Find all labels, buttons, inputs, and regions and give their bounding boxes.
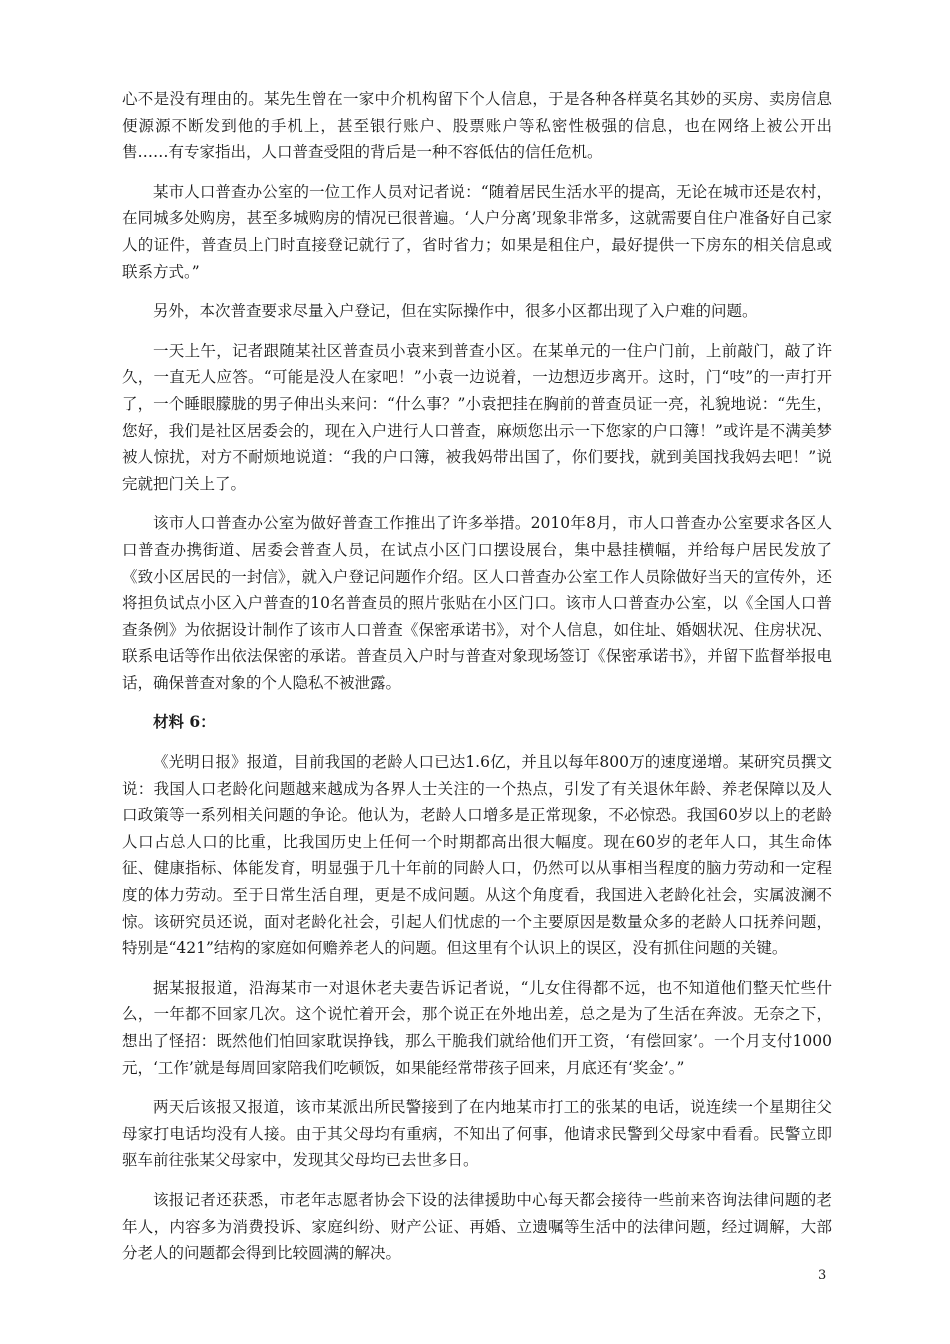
paragraph-entry-difficulty: 另外，本次普查要求尽量入户登记，但在实际操作中，很多小区都出现了入户难的问题。 (153, 302, 758, 321)
document-body (122, 86, 832, 1280)
paragraph-continuation: 心不是没有理由的。某先生曾在一家中介机构留下个人信息，于是各种各样莫名其妙的买房、卖房信息便源源不断发到他的手机上，甚至银行账户、股票账户等私密性极强的信息，也在网络上被公开出售……有专家指出，人口普查受阻的背后是一种不容低估的信任危机。 (122, 90, 832, 162)
paragraph-legal-aid: 该报记者还获悉，市老年志愿者协会下设的法律援助中心每天都会接待一些前来咨询法律问题的老年人，内容多为消费投诉、家庭纠纷、财产公证、再婚、立遗嘱等生活中的法律问题，经过调解，大部分老人的问题都会得到比较圆满的解决。 (122, 1190, 832, 1263)
paragraph-aging-population: 《光明日报》报道，目前我国的老龄人口已达1.6亿，并且以每年800万的速度递增。某研究员撰文说：我国人口老龄化问题越来越成为各界人士关注的一个热点，引发了有关退休年龄、养老保障以及人口政策等一系列相关问题的争论。他认为，老龄人口增多是正常现象，不必惊恐。我国60岁以上的老龄人口占总人口的比重，比我国历史上任何一个时期都高出很大幅度。现在60岁的老年人口，其生命体征、健康指标、体能发育，明显强于几十年前的同龄人口，仍然可以从事相当程度的脑力劳动和一定程度的体力劳动。至于日常生活自理，更是不成问题。从这个角度看，我国进入老龄化社会，实属波澜不惊。该研究员还说，面对老龄化社会，引起人们忧虑的一个主要原因是数量众多的老龄人口抚养问题，特别是“421”结构的家庭如何赡养老人的问题。但这里有个认识上的误区，没有抓住问题的关键。 (122, 753, 832, 958)
paragraph-door-knock-story: 一天上午，记者跟随某社区普查员小袁来到普查小区。在某单元的一住户门前，上前敲门，敲了许久，一直无人应答。“可能是没人在家吧！”小袁一边说着，一边想迈步离开。这时，门“吱”的一声打开了，一个睡眼朦胧的男子伸出头来问：“什么事？”小袁把挂在胸前的普查员证一亮，礼貌地说：“先生，您好，我们是社区居委会的，现在入户进行人口普查，麻烦您出示一下您家的户口簿！”或许是不满美梦被人惊扰，对方不耐烦地说道：“我的户口簿，被我妈带出国了，你们要找，就到美国找我妈去吧！”说完就把门关上了。 (122, 341, 832, 493)
paragraph-police-report: 两天后该报又报道，该市某派出所民警接到了在内地某市打工的张某的电话，说连续一个星期往父母家打电话均没有人接。由于其父母均有重病，不知出了何事，他请求民警到父母家中看看。民警立即驱车前往张某父母家中，发现其父母均已去世多日。 (122, 1098, 832, 1170)
page-number: 3 (818, 1268, 827, 1283)
paragraph-census-measures: 该市人口普查办公室为做好普查工作推出了许多举措。2010年8月，市人口普查办公室要求各区人口普查办携街道、居委会普查人员，在试点小区门口摆设展台，集中悬挂横幅，并给每户居民发放了《致小区居民的一封信》，就入户登记问题作介绍。区人口普查办公室工作人员除做好当天的宣传外，还将担负试点小区入户普查的10名普查员的照片张贴在小区门口。该市人口普查办公室，以《全国人口普查条例》为依据设计制作了该市人口普查《保密承诺书》，对个人信息，如住址、婚姻状况、住房状况、联系电话等作出依法保密的承诺。普查员入户时与普查对象现场签订《保密承诺书》，并留下监督举报电话，确保普查对象的个人隐私不被泄露。 (122, 514, 832, 692)
paragraph-paid-visits: 据某报报道，沿海某市一对退休老夫妻告诉记者说，“儿女住得都不远，也不知道他们整天忙些什么，一年都不回家几次。这个说忙着开会，那个说正在外地出差，总之是为了生活在奔波。无奈之下，想出了怪招：既然他们怕回家耽误挣钱，那么干脆我们就给他们开工资，‘有偿回家’。一个月支付1000元，‘工作’就是每周回家陪我们吃顿饭，如果能经常带孩子回来，月底还有‘奖金’。” (122, 978, 832, 1077)
section-heading-material-6: 材料 6： (153, 712, 216, 732)
paragraph-census-staff-quote: 某市人口普查办公室的一位工作人员对记者说：“随着居民生活水平的提高，无论在城市还是农村，在同城多处购房，甚至多城购房的情况已很普遍。‘人户分离’现象非常多，这就需要自住户准备好自己家人的证件，普查员上门时直接登记就行了，省时省力；如果是租住户，最好提供一下房东的相关信息或联系方式。” (122, 182, 832, 281)
